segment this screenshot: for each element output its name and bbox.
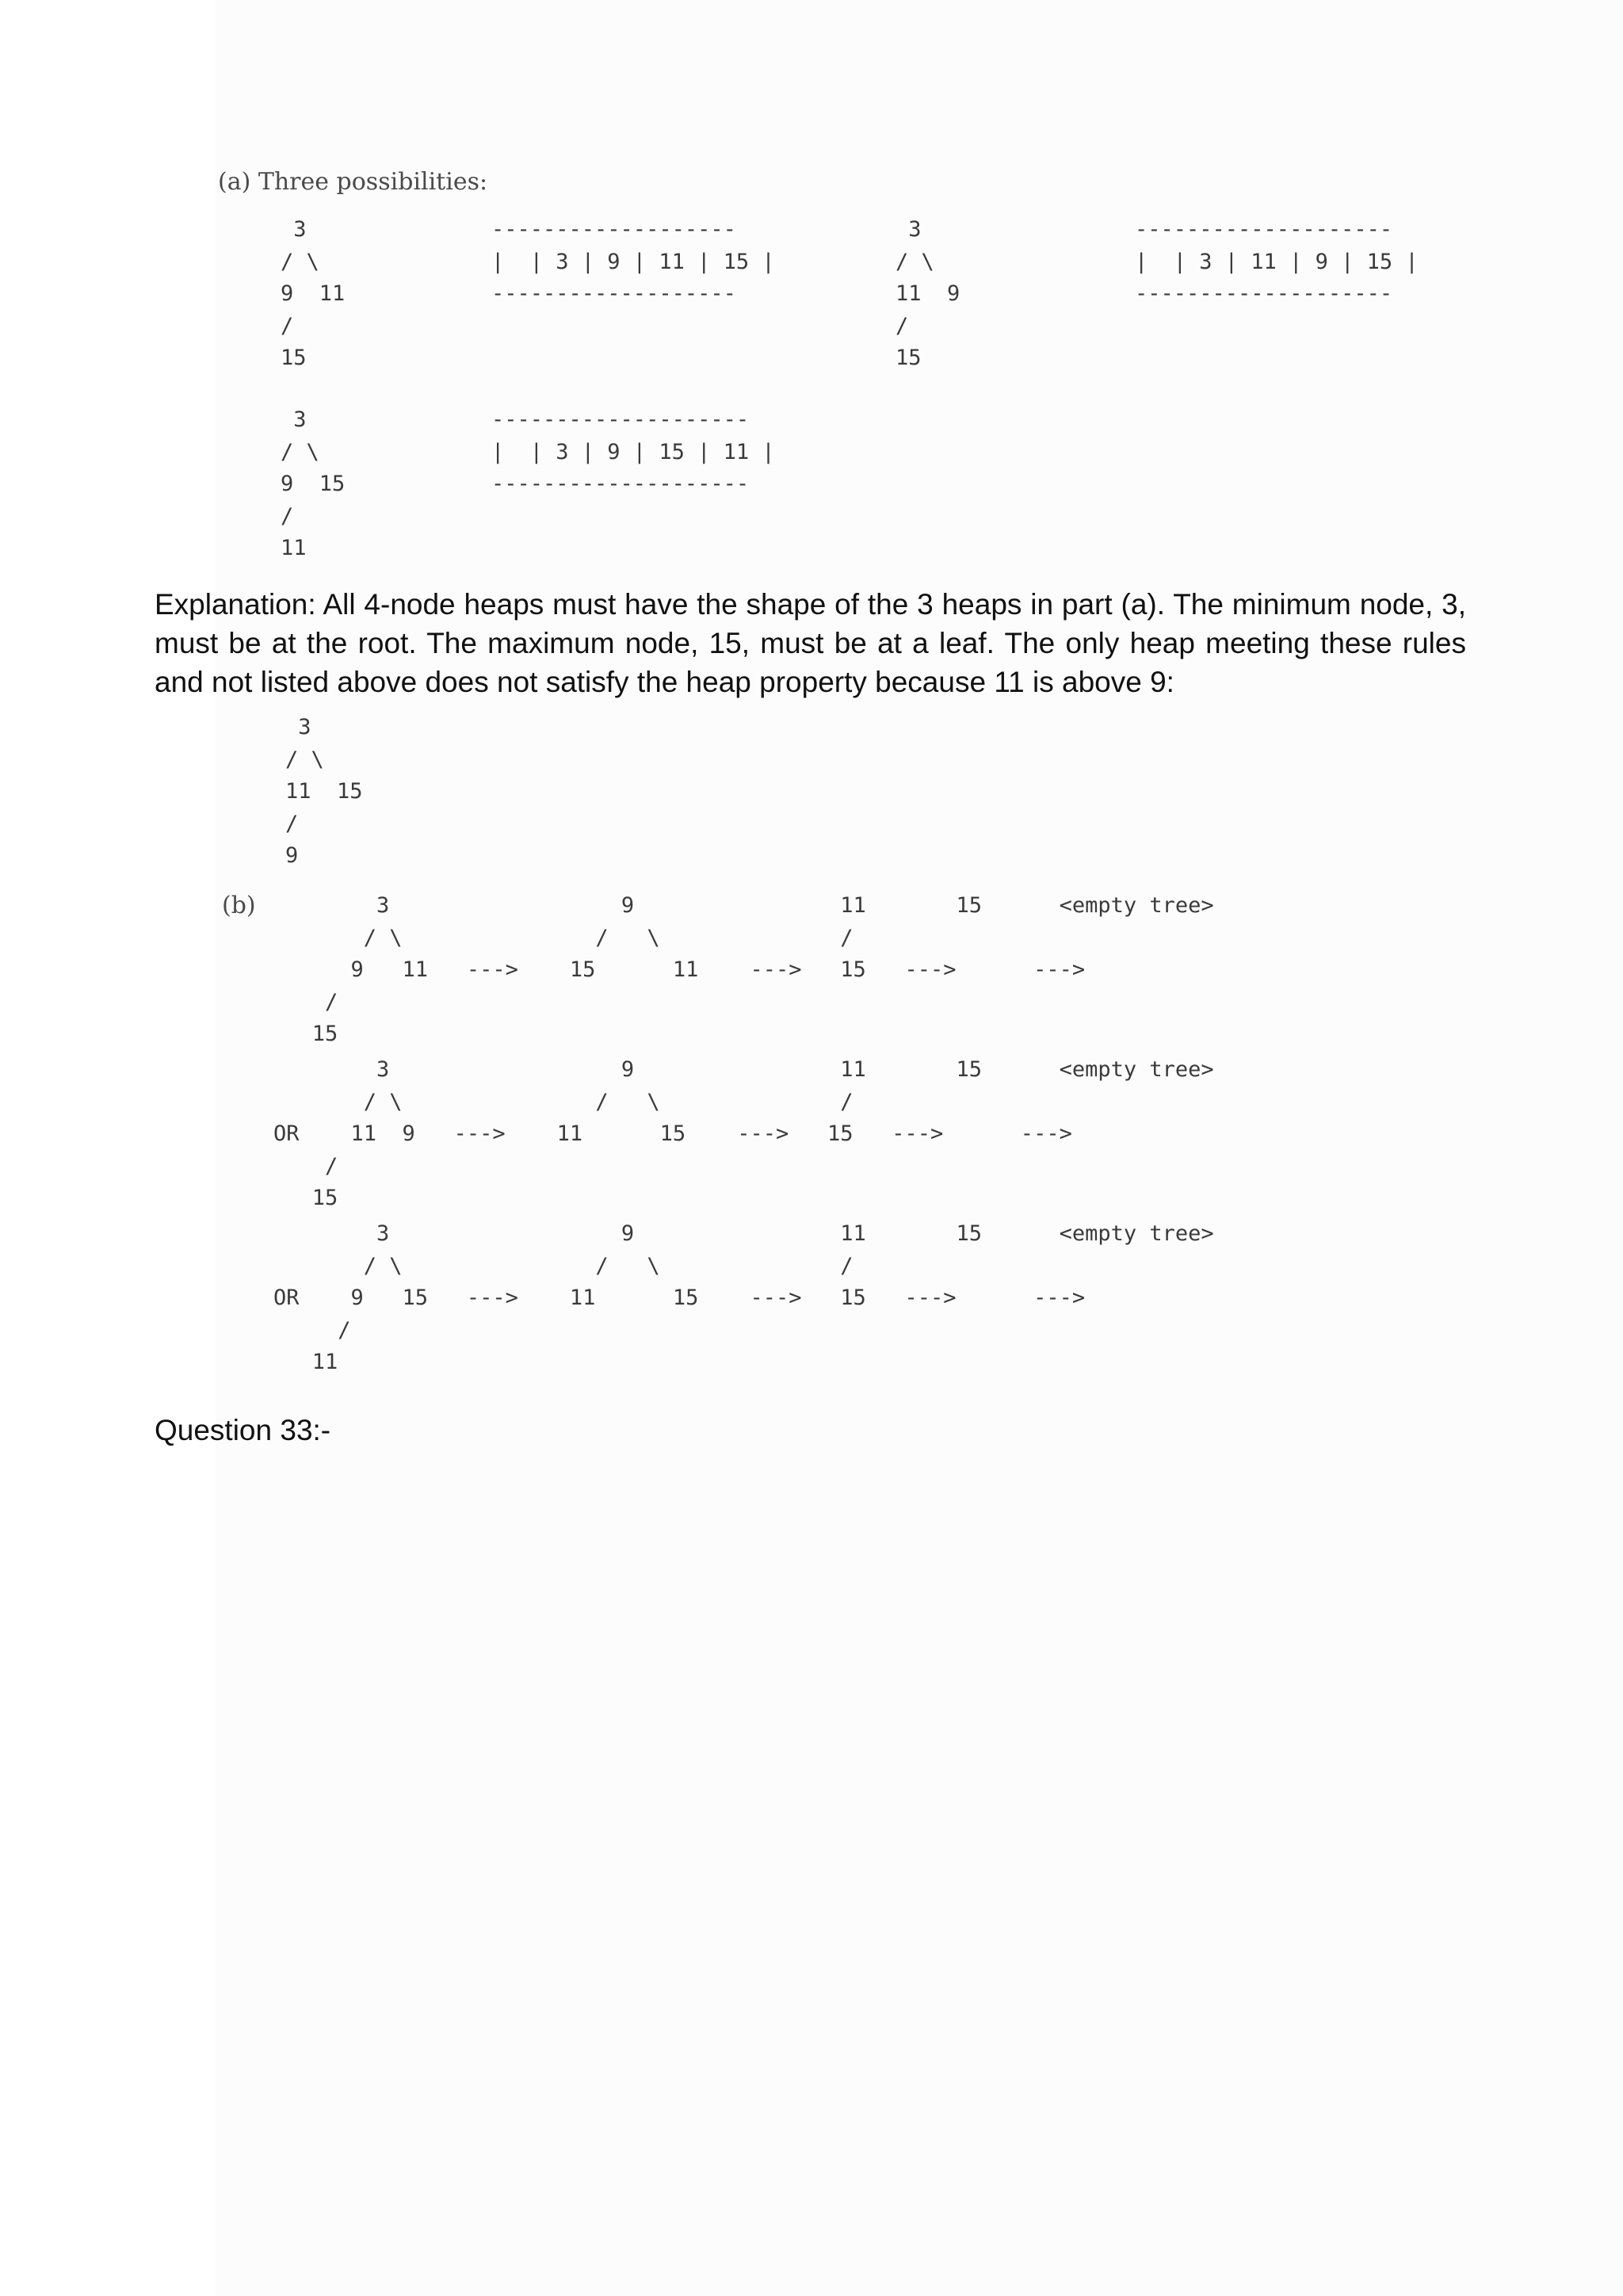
removal-sequence-2: 3 9 11 15 <empty tree> / \ / \ / OR 11 9 ---> 11 15 ---> 15 ---> ---> / 15 [273, 1057, 1214, 1210]
invalid-heap-tree: 3 / \ 11 15 / 9 [285, 715, 363, 868]
question-label: Question 33:- [155, 1414, 331, 1446]
heap-2-array: -------------------- | | 3 | 11 | 9 | 15 | -------------------- [1135, 217, 1419, 306]
removal-sequence-1: 3 9 11 15 <empty tree> / \ / \ / 9 11 ---> 15 11 ---> 15 ---> ---> / 15 [311, 893, 1214, 1046]
heap-2-tree: 3 / \ 11 9 / 15 [896, 217, 960, 370]
heap-1-tree: 3 / \ 9 11 / 15 [281, 217, 346, 370]
heap-3-array: -------------------- | | 3 | 9 | 15 | 11 | -------------------- [491, 407, 775, 496]
part-a-label: (a) Three possibilities: [218, 168, 488, 196]
heap-3-tree: 3 / \ 9 15 / 11 [281, 407, 346, 560]
removal-sequence-3: 3 9 11 15 <empty tree> / \ / \ / OR 9 15 ---> 11 15 ---> 15 ---> ---> / 11 [273, 1221, 1214, 1374]
explanation-paragraph: Explanation: All 4-node heaps must have the shape of the 3 heaps in part (a). The minimum node, 3, must be at the root. The maximum node, 15, must be at a leaf. The only heap meeting these rules and not listed above does not satisfy the heap property because 11 is above 9: [155, 588, 1466, 698]
part-b-label: (b) [222, 892, 256, 919]
heap-1-array: ------------------- | | 3 | 9 | 11 | 15 | ------------------- [491, 217, 775, 306]
